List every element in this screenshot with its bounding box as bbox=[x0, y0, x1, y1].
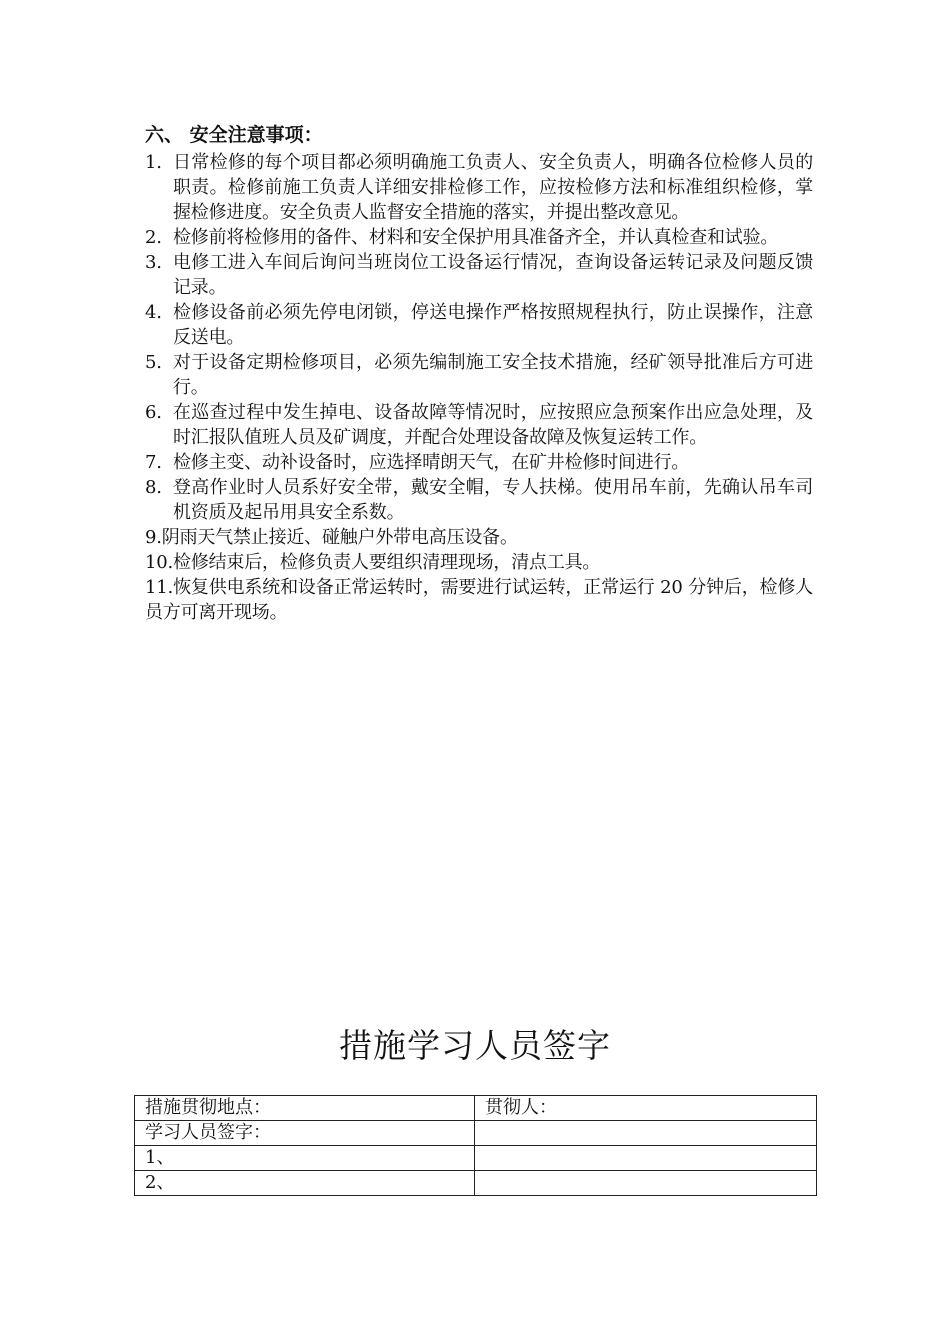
table-row bbox=[135, 1146, 817, 1171]
safety-section bbox=[145, 122, 813, 625]
list-item bbox=[145, 525, 813, 550]
item-text: 检修前将检修用的备件、材料和安全保护用具准备齐全，并认真检查和试验。 bbox=[173, 227, 779, 248]
item-number: 3. bbox=[145, 252, 162, 273]
list-item bbox=[145, 250, 813, 300]
table-cell: 2、 bbox=[135, 1171, 475, 1196]
item-text: 恢复供电系统和设备正常运转时，需要进行试运转，正常运行 20 分钟后，检修人员方可离开现场。 bbox=[145, 577, 813, 623]
table-cell: 措施贯彻地点： bbox=[135, 1096, 475, 1121]
table-cell bbox=[475, 1121, 817, 1146]
safety-items-list bbox=[145, 150, 813, 625]
signature-table bbox=[134, 1095, 817, 1196]
item-text: 检修结束后，检修负责人要组织清理现场，清点工具。 bbox=[173, 552, 601, 573]
list-item bbox=[145, 550, 813, 575]
item-number: 8. bbox=[145, 477, 162, 498]
item-text: 在巡查过程中发生掉电、设备故障等情况时，应按照应急预案作出应急处理，及时汇报队值班人员及矿调度，并配合处理设备故障及恢复运转工作。 bbox=[173, 402, 813, 448]
item-number: 1. bbox=[145, 152, 162, 173]
list-item bbox=[145, 350, 813, 400]
item-number: 11. bbox=[145, 577, 174, 598]
item-text: 对于设备定期检修项目，必须先编制施工安全技术措施，经矿领导批准后方可进行。 bbox=[173, 352, 813, 398]
list-item bbox=[145, 400, 813, 450]
section-heading: 六、 安全注意事项： bbox=[145, 124, 323, 146]
list-item bbox=[145, 300, 813, 350]
table-cell: 1、 bbox=[135, 1146, 475, 1171]
item-number: 9. bbox=[145, 527, 162, 548]
table-cell bbox=[475, 1171, 817, 1196]
item-number: 5. bbox=[145, 352, 162, 373]
table-cell bbox=[475, 1146, 817, 1171]
table-cell: 贯彻人： bbox=[475, 1096, 817, 1121]
item-text: 阴雨天气禁止接近、碰触户外带电高压设备。 bbox=[161, 527, 518, 548]
item-text: 日常检修的每个项目都必须明确施工负责人、安全负责人，明确各位检修人员的职责。检修前施工负责人详细安排检修工作，应按检修方法和标准组织检修，掌握检修进度。安全负责人监督安全措施的落实，并提出整改意见。 bbox=[173, 152, 813, 223]
list-item bbox=[145, 225, 813, 250]
table-cell: 学习人员签字： bbox=[135, 1121, 475, 1146]
table-row bbox=[135, 1171, 817, 1196]
list-item bbox=[145, 450, 813, 475]
table-row bbox=[135, 1096, 817, 1121]
item-number: 4. bbox=[145, 302, 162, 323]
signature-title: 措施学习人员签字 bbox=[339, 1026, 611, 1065]
item-text: 登高作业时人员系好安全带，戴安全帽，专人扶梯。使用吊车前，先确认吊车司机资质及起吊用具安全系数。 bbox=[173, 477, 813, 523]
list-item bbox=[145, 475, 813, 525]
item-text: 检修设备前必须先停电闭锁，停送电操作严格按照规程执行，防止误操作，注意反送电。 bbox=[173, 302, 813, 348]
item-number: 10. bbox=[145, 552, 174, 573]
list-item bbox=[145, 575, 813, 625]
item-text: 电修工进入车间后询问当班岗位工设备运行情况，查询设备运转记录及问题反馈记录。 bbox=[173, 252, 813, 298]
item-number: 2. bbox=[145, 227, 162, 248]
table-row bbox=[135, 1121, 817, 1146]
list-item bbox=[145, 150, 813, 225]
item-number: 7. bbox=[145, 452, 162, 473]
item-text: 检修主变、动补设备时，应选择晴朗天气，在矿井检修时间进行。 bbox=[173, 452, 690, 473]
item-number: 6. bbox=[145, 402, 162, 423]
